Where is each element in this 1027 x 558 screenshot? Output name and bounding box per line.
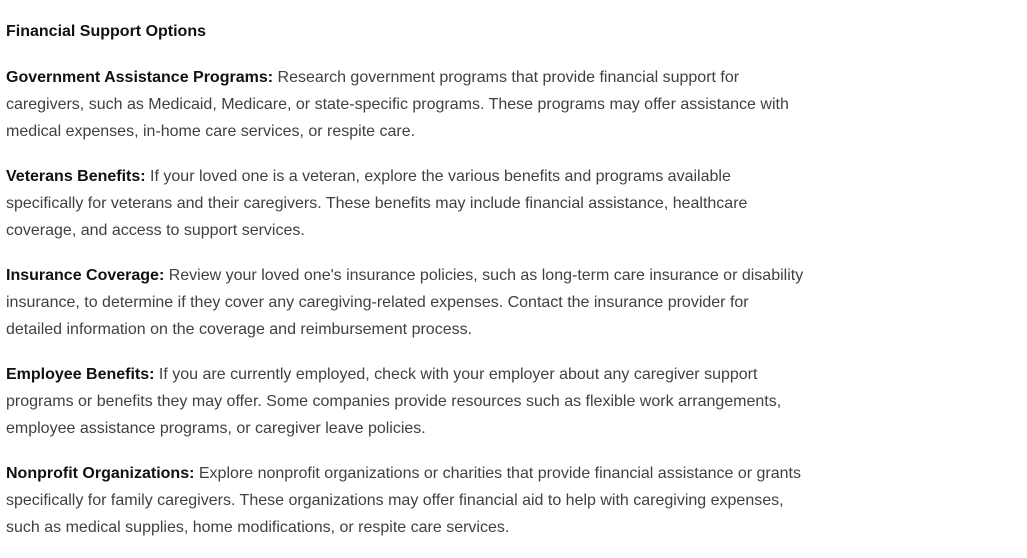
section-term: Nonprofit Organizations: [6,465,195,482]
section-term: Veterans Benefits: [6,168,146,185]
section-veterans-benefits [6,163,806,244]
page-heading: Financial Support Options [6,23,206,40]
section-text: Explore nonprofit organizations or charities that provide financial assistance or grants specifically for family caregivers. These organizations may offer financial aid to help with caregiving expenses, such as medical supplies, home modifications, or respite care services. [6,465,801,536]
section-employee-benefits [6,361,806,442]
section-text: Research government programs that provide financial support for caregivers, such as Medicaid, Medicare, or state-specific programs. These programs may offer assistance with medical expenses, in-home care services, or respite care. [6,69,789,140]
section-insurance-coverage [6,262,806,343]
section-government-assistance [6,64,806,145]
document-body [6,20,806,541]
section-text: Review your loved one's insurance policies, such as long-term care insurance or disability insurance, to determine if they cover any caregiving-related expenses. Contact the insurance provider for detailed information on the coverage and reimbursement process. [6,267,804,338]
section-text: If your loved one is a veteran, explore the various benefits and programs available specifically for veterans and their caregivers. These benefits may include financial assistance, healthcare coverage, and access to support services. [6,168,748,239]
section-nonprofit-organizations [6,460,806,541]
section-text: If you are currently employed, check with your employer about any caregiver support programs or benefits they may offer. Some companies provide resources such as flexible work arrangements, employee assistance programs, or caregiver leave policies. [6,366,782,437]
section-term: Government Assistance Programs: [6,69,274,86]
section-term: Insurance Coverage: [6,267,165,284]
section-term: Employee Benefits: [6,366,155,383]
